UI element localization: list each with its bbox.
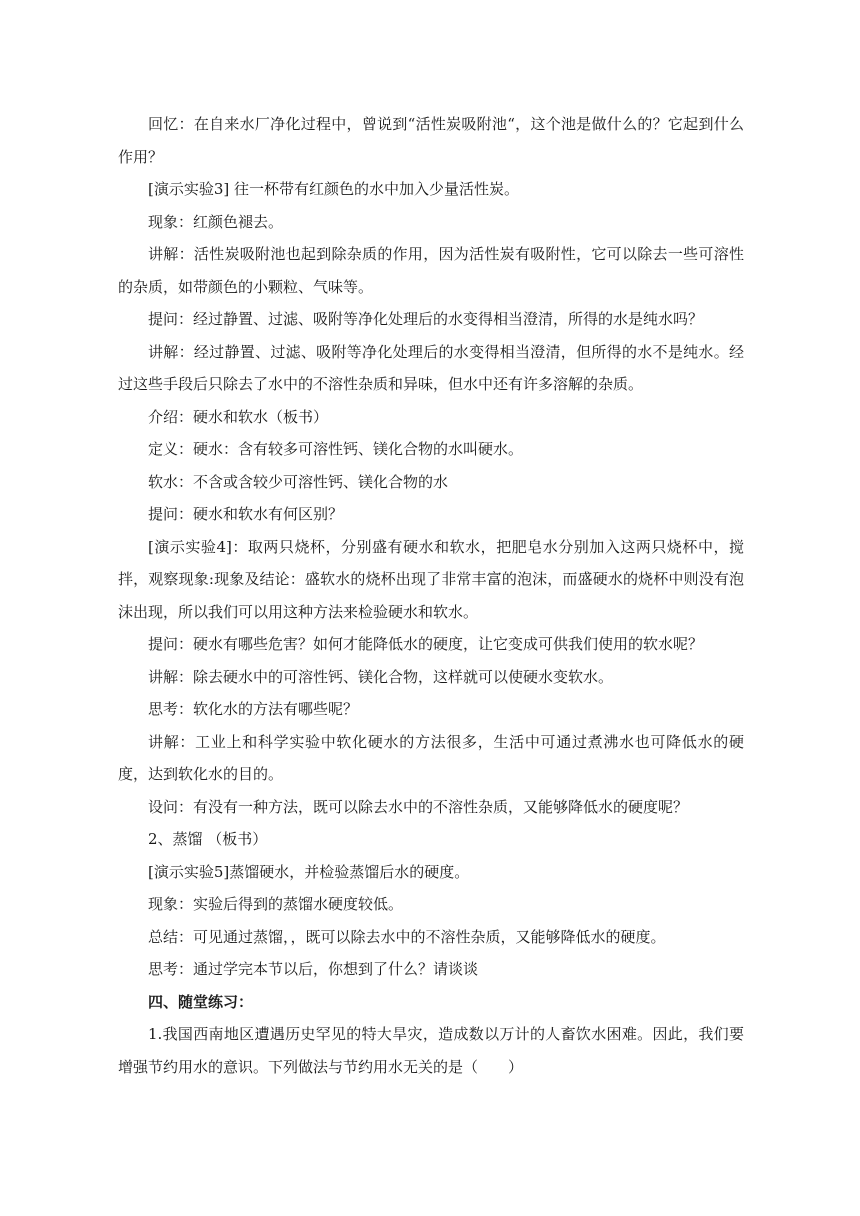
paragraph-recall: 回忆：在自来水厂净化过程中，曾说到“活性炭吸附池“，这个池是做什么的？它起到什么作用？ — [118, 115, 744, 166]
paragraph-think-1: 思考：软化水的方法有哪些呢？ — [148, 700, 359, 718]
paragraph-phenomenon-2: 现象：实验后得到的蒸馏水硬度较低。 — [148, 895, 404, 913]
paragraph-distillation: 2、蒸馏 （板书） — [148, 830, 268, 848]
paragraph-explain-1: 讲解：活性炭吸附池也起到除杂质的作用，因为活性炭有吸附性，它可以除去一些可溶性的杂质，如带颜色的小颗粒、气味等。 — [118, 245, 744, 296]
paragraph-question-4: 设问：有没有一种方法，既可以除去水中的不溶性杂质，又能够降低水的硬度呢？ — [148, 797, 689, 816]
paragraph-exercise-1: 1.我国西南地区遭遇历史罕见的特大旱灾，造成数以万计的人畜饮水困难。因此，我们要增强节约用水的意识。下列做法与节约用水无关的是（ ） — [118, 1025, 744, 1076]
document-body — [118, 108, 744, 1083]
paragraph-question-1: 提问：经过静置、过滤、吸附等净化处理后的水变得相当澄清，所得的水是纯水吗？ — [148, 310, 704, 328]
paragraph-phenomenon-1: 现象：红颜色褪去。 — [148, 212, 284, 231]
paragraph-question-2: 提问：硬水和软水有何区别？ — [148, 505, 344, 523]
paragraph-demo-4: [演示实验4]：取两只烧杯，分别盛有硬水和软水，把肥皂水分别加入这两只烧杯中，搅拌，观察现象:现象及结论：盛软水的烧杯出现了非常丰富的泡沫，而盛硬水的烧杯中则没有泡沫出现，所以我们可以用这种方法来检验硬水和软水。 — [118, 537, 744, 621]
paragraph-demo-3: [演示实验3] 往一杯带有红颜色的水中加入少量活性炭。 — [148, 180, 520, 198]
paragraph-think-2: 思考：通过学完本节以后，你想到了什么？请谈谈 — [148, 960, 479, 978]
section-heading-practice: 四、随堂练习： — [148, 992, 254, 1011]
paragraph-intro: 介绍：硬水和软水（板书） — [148, 407, 329, 426]
paragraph-question-3: 提问：硬水有哪些危害？如何才能降低水的硬度，让它变成可供我们使用的软水呢？ — [148, 635, 704, 653]
paragraph-demo-5: [演示实验5]蒸馏硬水，并检验蒸馏后水的硬度。 — [148, 862, 470, 881]
paragraph-explain-2: 讲解：经过静置、过滤、吸附等净化处理后的水变得相当澄清，但所得的水不是纯水。经过这些手段后只除去了水中的不溶性杂质和异味，但水中还有许多溶解的杂质。 — [118, 342, 744, 393]
paragraph-explain-4: 讲解：工业上和科学实验中软化硬水的方法很多，生活中可通过煮沸水也可降低水的硬度，达到软化水的目的。 — [118, 732, 744, 783]
paragraph-definition-hard-water: 定义：硬水：含有较多可溶性钙、镁化合物的水叫硬水。 — [148, 440, 524, 458]
paragraph-explain-3: 讲解：除去硬水中的可溶性钙、镁化合物，这样就可以使硬水变软水。 — [148, 667, 614, 686]
paragraph-definition-soft-water: 软水：不含或含较少可溶性钙、镁化合物的水 — [148, 472, 449, 491]
paragraph-summary: 总结：可见通过蒸馏，，既可以除去水中的不溶性杂质，又能够降低水的硬度。 — [148, 927, 666, 946]
